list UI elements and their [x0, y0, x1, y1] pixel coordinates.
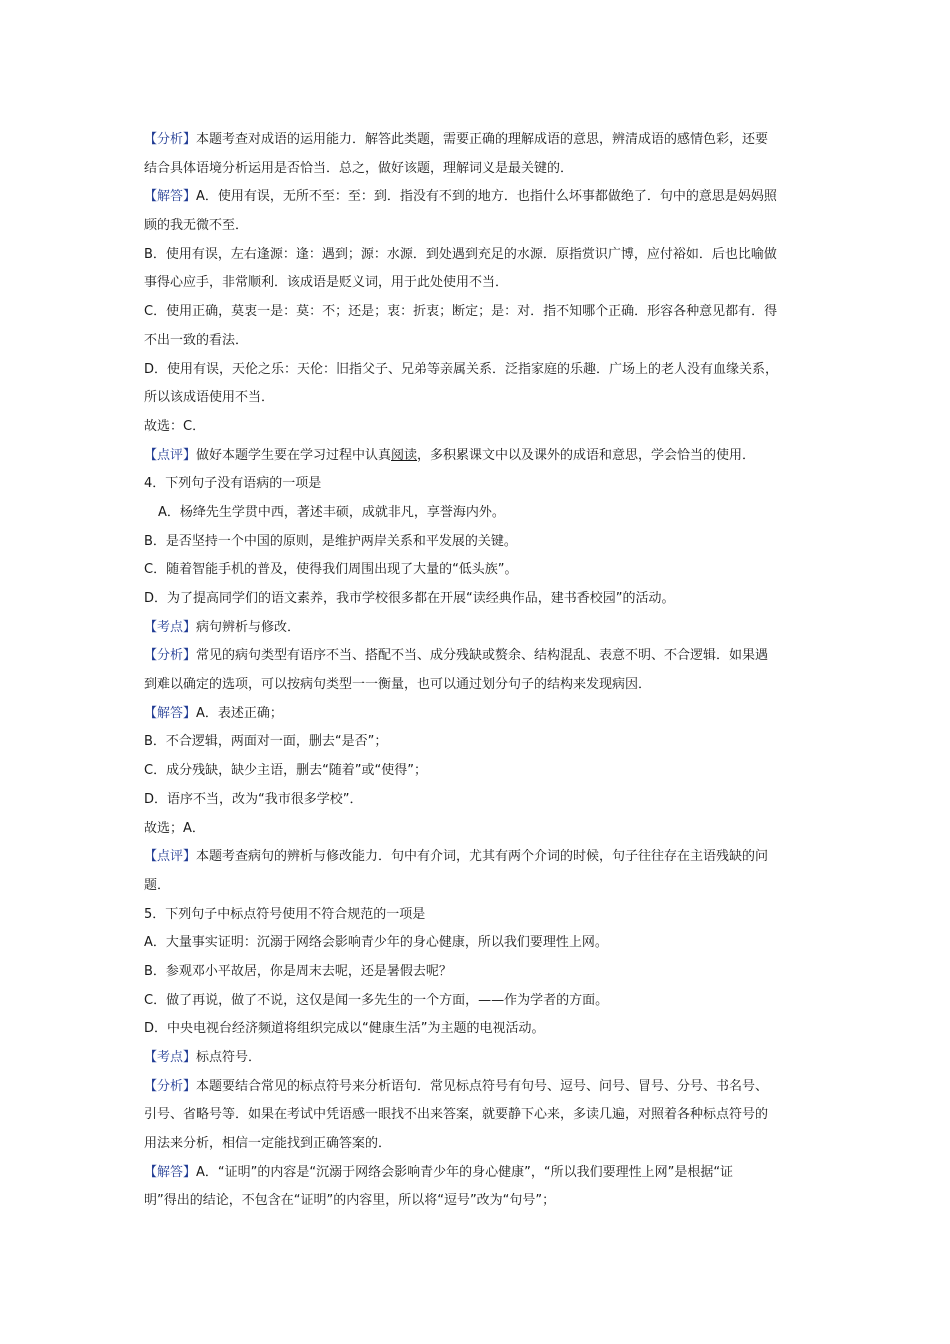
text-line [144, 241, 810, 270]
text-line [144, 700, 810, 729]
line-text: D．使用有误，天伦之乐：天伦：旧指父子、兄弟等亲属关系．泛指家庭的乐趣．广场上的老人没有血缘关系， [144, 361, 779, 377]
text-line [144, 1044, 810, 1073]
text-line [144, 1187, 810, 1216]
line-text: A．“证明”的内容是“沉溺于网络会影响青少年的身心健康”，“所以我们要理性上网”是根据“证 [196, 1164, 734, 1180]
section-tag: 【解答】 [144, 705, 197, 721]
text-line [144, 843, 810, 872]
line-text: 所以该成语使用不当． [144, 390, 275, 406]
text-line [144, 614, 810, 643]
line-text: 题． [144, 877, 171, 893]
line-text: 故选：C． [144, 418, 206, 434]
section-tag: 【分析】 [144, 132, 197, 147]
text-line [144, 155, 810, 184]
line-text: 标点符号． [196, 1050, 262, 1065]
section-tag: 【考点】 [144, 619, 197, 635]
line-text: 不出一致的看法． [144, 332, 249, 348]
line-text: A．使用有误，无所不至：至：到．指没有不到的地方．也指什么坏事都做绝了．句中的意思是妈妈照 [196, 189, 777, 205]
text-line [144, 183, 810, 212]
section-tag: 【解答】 [144, 189, 197, 205]
text-line [144, 872, 810, 901]
line-text: 本题考查对成语的运用能力．解答此类题，需要正确的理解成语的意思，辨清成语的感情色彩，还要 [196, 132, 769, 147]
text-line [144, 1101, 810, 1130]
line-text: 引号、省略号等．如果在考试中凭语感一眼找不出来答案，就要静下心来，多读几遍，对照着各种标点符号的 [144, 1107, 769, 1123]
text-line [144, 413, 810, 442]
line-text: 5．下列句子中标点符号使用不符合规范的一项是 [144, 906, 426, 922]
section-tag: 【解答】 [144, 1164, 197, 1180]
line-text: 顾的我无微不至． [144, 218, 249, 234]
line-text: D．中央电视台经济频道将组织完成以“健康生活”为主题的电视活动。 [144, 1021, 545, 1037]
text-line [144, 499, 810, 528]
section-tag: 【点评】 [144, 849, 197, 865]
text-line [144, 901, 810, 930]
underlined-link[interactable]: 阅读 [391, 447, 418, 463]
line-text: A．大量事实证明：沉溺于网络会影响青少年的身心健康，所以我们要理性上网。 [144, 935, 608, 951]
line-text: D．为了提高同学们的语文素养，我市学校很多都在开展“读经典作品，建书香校园”的活动。 [144, 591, 675, 606]
text-line [144, 269, 810, 298]
text-line [144, 1073, 810, 1102]
section-tag: 【点评】 [144, 447, 197, 463]
line-text: 做好本题学生要在学习过程中认真 [196, 447, 392, 463]
line-text: 本题要结合常见的标点符号来分析语句．常见标点符号有句号、逗号、问号、冒号、分号、书名号、 [196, 1078, 769, 1094]
text-line [144, 356, 810, 385]
line-text: A．表述正确； [196, 705, 283, 721]
line-text: 4．下列句子没有语病的一项是 [144, 476, 322, 492]
line-text: C．随着智能手机的普及，使得我们周围出现了大量的“低头族”。 [144, 562, 518, 578]
line-text: 本题考查病句的辨析与修改能力．句中有介词，尤其有两个介词的时候，句子往往存在主语残缺的问 [196, 849, 769, 865]
line-text-continued: ，多积累课文中以及课外的成语和意思，学会恰当的使用． [417, 447, 756, 463]
text-line [144, 929, 810, 958]
text-line [144, 298, 810, 327]
text-line [144, 528, 810, 557]
text-line [144, 212, 810, 241]
line-text: 故选；A． [144, 820, 205, 836]
text-line [144, 987, 810, 1016]
section-tag: 【考点】 [144, 1050, 197, 1065]
line-text: 到难以确定的选项，可以按病句类型一一衡量，也可以通过划分句子的结构来发现病因． [144, 677, 652, 693]
line-text: 明”得出的结论，不包含在“证明”的内容里，所以将“逗号”改为“句号”； [144, 1193, 556, 1209]
line-text: D．语序不当，改为“我市很多学校”． [144, 791, 363, 807]
line-text: B．是否坚持一个中国的原则，是维护两岸关系和平发展的关键。 [144, 533, 517, 549]
text-line [144, 1159, 810, 1188]
line-text: C．使用正确，莫衷一是：莫：不；还是；衷：折衷；断定；是：对．指不知哪个正确．形容各种意见都有．得 [144, 304, 778, 320]
text-line [144, 671, 810, 700]
line-text: B．参观邓小平故居，你是周末去呢，还是暑假去呢？ [144, 963, 452, 979]
line-text: 常见的病句类型有语序不当、搭配不当、成分残缺或赘余、结构混乱、表意不明、不合逻辑．如果遇 [196, 648, 769, 664]
text-line [144, 757, 810, 786]
line-text: 用法来分析，相信一定能找到正确答案的． [144, 1136, 392, 1152]
text-line [144, 728, 810, 757]
line-text: C．做了再说，做了不说，这仅是闻一多先生的一个方面，——作为学者的方面。 [144, 992, 609, 1008]
line-text: 病句辨析与修改． [196, 619, 301, 635]
text-line [144, 1015, 810, 1044]
line-text: 结合具体语境分析运用是否恰当．总之，做好该题，理解词义是最关键的． [144, 160, 574, 176]
text-line [144, 958, 810, 987]
text-line [144, 1130, 810, 1159]
text-line [144, 642, 810, 671]
line-text: 事得心应手，非常顺利．该成语是贬义词，用于此处使用不当． [144, 275, 509, 291]
text-line [144, 815, 810, 844]
line-text: A．杨绛先生学贯中西，著述丰硕，成就非凡，享誉海内外。 [158, 504, 505, 520]
text-line [144, 442, 810, 471]
line-text: C．成分残缺，缺少主语，删去“随着”或“使得”； [144, 763, 428, 779]
text-line [144, 786, 810, 815]
text-line [144, 126, 810, 155]
line-text: B．不合逻辑，两面对一面，删去“是否”； [144, 734, 388, 750]
line-text: B．使用有误，左右逢源：逢：遇到；源：水源．到处遇到充足的水源．原指赏识广博，应付裕如．后也比喻做 [144, 246, 777, 262]
section-tag: 【分析】 [144, 648, 197, 664]
text-line [144, 585, 810, 614]
text-line [144, 327, 810, 356]
text-line [144, 556, 810, 585]
document-body [144, 126, 810, 1216]
section-tag: 【分析】 [144, 1078, 197, 1094]
text-line [144, 470, 810, 499]
text-line [144, 384, 810, 413]
